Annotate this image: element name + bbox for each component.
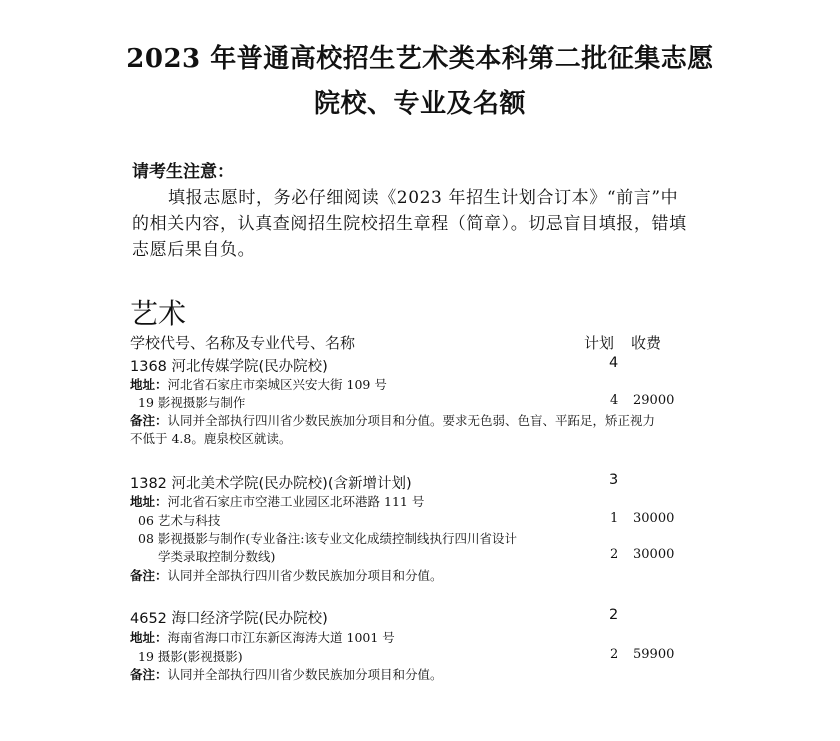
remark-label: 备注： [130, 667, 168, 682]
major-name: 08 影视摄影与制作(专业备注:该专业文化成绩控制线执行四川省设计 [138, 531, 517, 546]
major-plan: 4 [610, 393, 619, 408]
school-remark: 认同并全部执行四川省少数民族加分项目和分值。 [167, 667, 443, 682]
school-code-name: 1382 河北美术学院(民办院校)(含新增计划) [130, 476, 412, 492]
school-remark-row [130, 411, 655, 429]
school-remark: 认同并全部执行四川省少数民族加分项目和分值。要求无色弱、色盲、平跖足，矫正视力 [167, 413, 656, 428]
school-plan: 3 [609, 472, 619, 488]
school-address-row [130, 375, 387, 393]
major-name-continued: 学类录取控制分数线) [158, 549, 276, 564]
notice-line-3: 志愿后果自负。 [132, 240, 256, 260]
address-label: 地址： [130, 494, 168, 509]
header-plan-column: 计划 [584, 334, 615, 352]
header-fee-column: 收费 [631, 334, 662, 352]
school-remark-continued: 不低于 4.8。鹿泉校区就读。 [130, 431, 292, 446]
major-name: 19 影视摄影与制作 [138, 395, 246, 410]
remark-label: 备注： [130, 413, 168, 428]
remark-label: 备注： [130, 568, 168, 583]
school-address: 海南省海口市江东新区海涛大道 1001 号 [167, 630, 395, 645]
school-remark-row [130, 665, 443, 683]
major-fee: 30000 [633, 547, 675, 562]
school-address: 河北省石家庄市栾城区兴安大街 109 号 [167, 377, 387, 392]
major-plan: 2 [610, 547, 619, 562]
school-remark: 认同并全部执行四川省少数民族加分项目和分值。 [167, 568, 443, 583]
section-title: 艺术 [130, 297, 187, 330]
address-label: 地址： [130, 630, 168, 645]
major-fee: 30000 [633, 511, 675, 526]
school-address-row [130, 492, 424, 510]
notice-line-1: 填报志愿时，务必仔细阅读《2023 年招生计划合订本》“前言”中 [168, 188, 679, 208]
major-fee: 29000 [633, 393, 675, 408]
major-name: 06 艺术与科技 [138, 513, 221, 528]
document-title-line2: 院校、专业及名额 [313, 89, 526, 119]
school-code-name: 1368 河北传媒学院(民办院校) [130, 359, 328, 375]
school-plan: 2 [609, 607, 619, 623]
school-remark-row [130, 566, 443, 584]
school-address-row [130, 628, 395, 646]
notice-heading: 请考生注意： [132, 162, 234, 182]
major-plan: 2 [610, 647, 619, 662]
major-name: 19 摄影(影视摄影) [138, 649, 243, 664]
school-code-name: 4652 海口经济学院(民办院校) [130, 611, 328, 627]
major-plan: 1 [610, 511, 619, 526]
major-fee: 59900 [633, 647, 675, 662]
notice-line-2: 的相关内容，认真查阅招生院校招生章程（简章）。切忌盲目填报，错填 [132, 214, 687, 234]
school-address: 河北省石家庄市空港工业园区北环港路 111 号 [167, 494, 425, 509]
header-name-column: 学校代号、名称及专业代号、名称 [130, 334, 356, 352]
address-label: 地址： [130, 377, 168, 392]
school-plan: 4 [609, 355, 619, 371]
document-title-line1: 2023 年普通高校招生艺术类本科第二批征集志愿 [126, 44, 714, 74]
